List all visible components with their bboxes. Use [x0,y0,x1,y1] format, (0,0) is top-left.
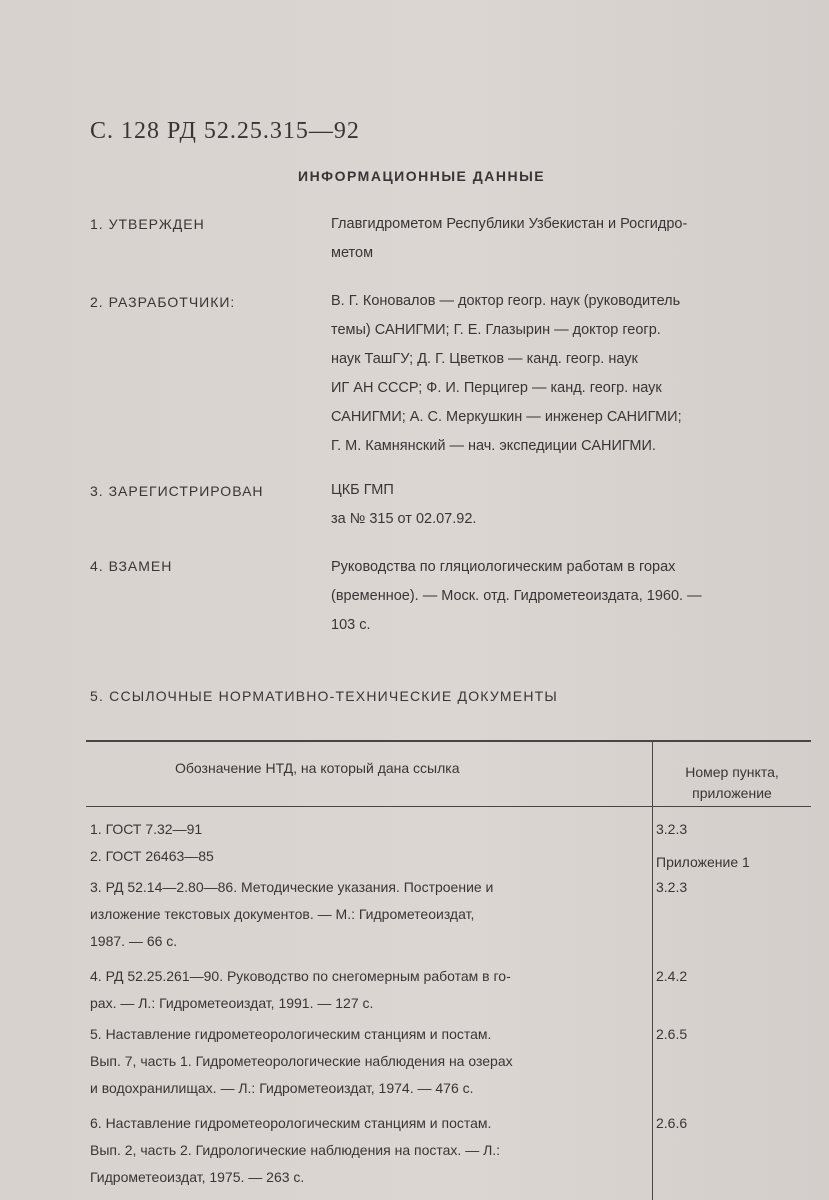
cell-line: рах. — Л.: Гидрометеоиздат, 1991. — 127 с. [90,995,374,1011]
cell-line: 5. Наставление гидрометеорологическим станциям и постам. [90,1026,492,1042]
header-line: приложение [692,785,772,801]
table-row [90,1021,648,1102]
cell-line: Вып. 2, часть 2. Гидрологические наблюдения на постах. — Л.: [90,1142,501,1158]
table-row-ref: 2.6.5 [656,1026,688,1042]
cell-line: 3. РД 52.14—2.80—86. Методические указания. Построение и [90,879,494,895]
table-row [90,963,648,1017]
header-line: Номер пункта, [685,764,779,780]
references-section-title: 5. ССЫЛОЧНЫЕ НОРМАТИВНО-ТЕХНИЧЕСКИЕ ДОКУМЕНТЫ [90,688,558,704]
table-row-ref: Приложение 1 [656,854,750,870]
section-title: ИНФОРМАЦИОННЫЕ ДАННЫЕ [298,168,546,184]
item-label-approved: 1. УТВЕРЖДЕН [90,216,205,232]
table-row [90,1110,648,1191]
column-header-document: Обозначение НТД, на который дана ссылка [175,760,460,776]
text-line: ЦКБ ГМП [331,482,394,498]
cell-line: 6. Наставление гидрометеорологическим станциям и постам. [90,1115,492,1131]
cell-line: изложение текстовых документов. — М.: Гидрометеоиздат, [90,906,475,922]
text-line: САНИГМИ; А. С. Меркушкин — инженер САНИГМИ; [331,409,682,425]
text-line: (временное). — Моск. отд. Гидрометеоиздата, 1960. — [331,588,702,604]
item-value-registered [331,476,819,534]
table-row [90,816,648,843]
table-column-divider [652,740,653,1200]
table-row-ref: 2.6.6 [656,1115,688,1131]
cell-line: 2. ГОСТ 26463—85 [90,848,214,864]
table-row-ref: 3.2.3 [656,879,688,895]
text-line: В. Г. Коновалов — доктор геогр. наук (руководитель [331,293,681,309]
text-line: 103 с. [331,617,371,633]
item-value-approved [331,210,819,268]
cell-line: 1. ГОСТ 7.32—91 [90,821,203,837]
page-header: С. 128 РД 52.25.315—92 [90,118,360,144]
text-line: ИГ АН СССР; Ф. И. Перцигер — канд. геогр. наук [331,380,662,396]
table-header-divider [86,806,811,807]
text-line: наук ТашГУ; Д. Г. Цветков — канд. геогр. наук [331,351,638,367]
text-line: темы) САНИГМИ; Г. Е. Глазырин — доктор геогр. [331,322,661,338]
item-value-developers [331,287,819,461]
cell-line: и водохранилищах. — Л.: Гидрометеоиздат, 1974. — 476 с. [90,1080,474,1096]
text-line: метом [331,245,374,261]
item-value-replaces [331,553,819,640]
text-line: Руководства по гляциологическим работам в горах [331,559,676,575]
table-row [90,874,648,955]
item-label-replaces: 4. ВЗАМЕН [90,558,173,574]
text-line: за № 315 от 02.07.92. [331,511,477,527]
table-row-ref: 3.2.3 [656,821,688,837]
table-row-ref: 2.4.2 [656,968,688,984]
cell-line: 4. РД 52.25.261—90. Руководство по снегомерным работам в го- [90,968,511,984]
cell-line: Гидрометеоиздат, 1975. — 263 с. [90,1169,305,1185]
table-row [90,843,648,870]
text-line: Главгидрометом Республики Узбекистан и Росгидро- [331,216,688,232]
column-header-reference [662,762,802,804]
cell-line: Вып. 7, часть 1. Гидрометеорологические наблюдения на озерах [90,1053,513,1069]
text-line: Г. М. Камнянский — нач. экспедиции САНИГМИ. [331,438,656,454]
item-label-developers: 2. РАЗРАБОТЧИКИ: [90,294,236,310]
cell-line: 1987. — 66 с. [90,933,178,949]
item-label-registered: 3. ЗАРЕГИСТРИРОВАН [90,483,264,499]
table-top-border [86,740,811,742]
